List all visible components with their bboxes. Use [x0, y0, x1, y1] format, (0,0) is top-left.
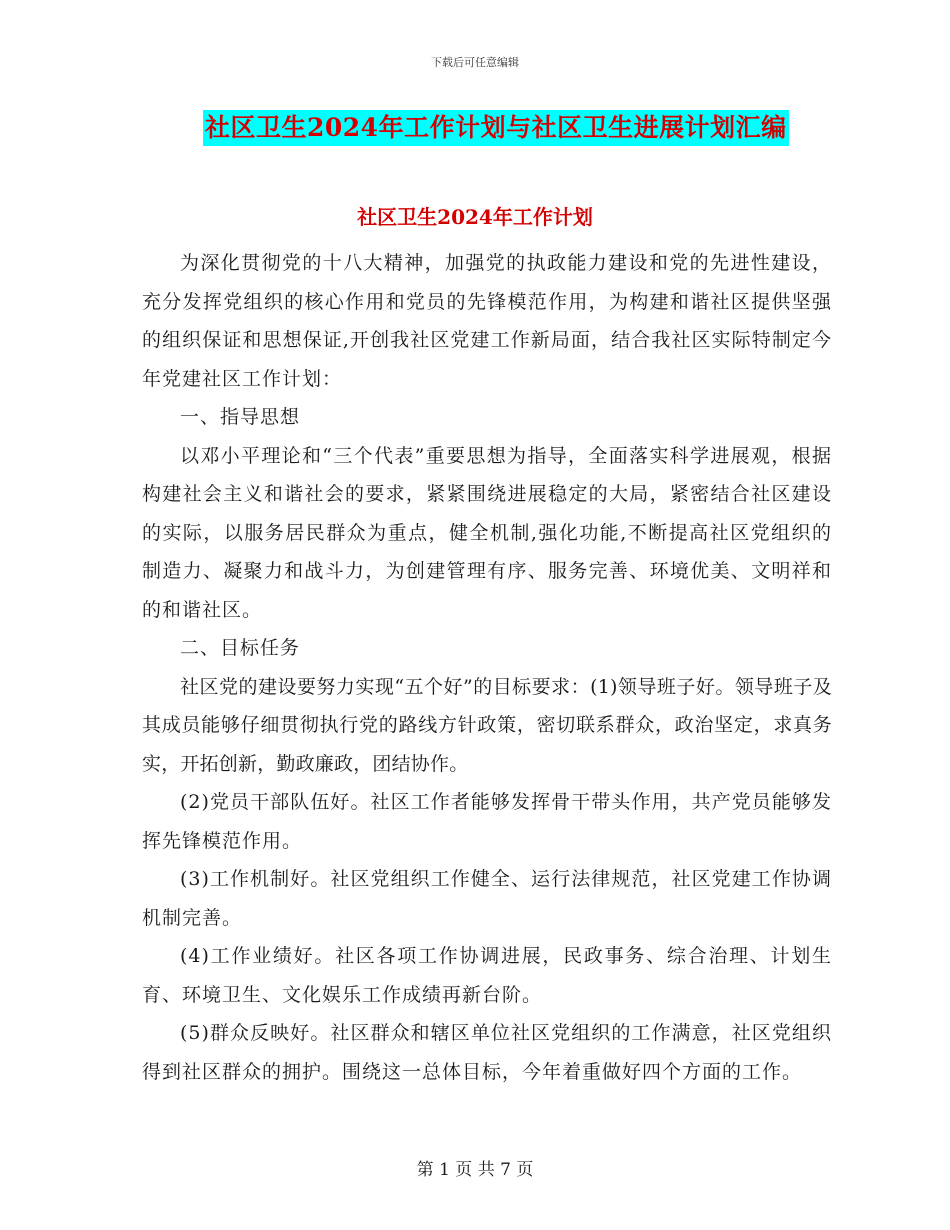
- heading-guiding-thought: 一、指导思想: [180, 406, 301, 428]
- paragraph-goal-1: 社区党的建设要努力实现“五个好”的目标要求：(1)领导班子好。领导班子及其成员能够仔细贯彻执行党的路线方针政策，密切联系群众，政治坚定，求真务实，开拓创新，勤政廉政，团结协作。: [142, 675, 832, 775]
- document-body: [142, 244, 832, 1091]
- paragraph-goal-2: (2)党员干部队伍好。社区工作者能够发挥骨干带头作用，共产党员能够发挥先锋模范作用。: [142, 791, 832, 852]
- paragraph-intro: 为深化贯彻党的十八大精神，加强党的执政能力建设和党的先进性建设，充分发挥党组织的核心作用和党员的先锋模范作用，为构建和谐社区提供坚强的组织保证和思想保证,开创我社区党建工作新局面，结合我社区实际特制定今年党建社区工作计划：: [142, 252, 832, 390]
- page-header-note: 下载后可任意编辑: [431, 56, 519, 69]
- paragraph-goal-5: (5)群众反映好。社区群众和辖区单位社区党组织的工作满意，社区党组织得到社区群众的拥护。围绕这一总体目标，今年着重做好四个方面的工作。: [142, 1022, 832, 1083]
- paragraph-guiding-thought: 以邓小平理论和“三个代表”重要思想为指导，全面落实科学进展观，根据构建社会主义和谐社会的要求，紧紧围绕进展稳定的大局，紧密结合社区建设的实际，以服务居民群众为重点，健全机制,强化功能,不断提高社区党组织的制造力、凝聚力和战斗力，为创建管理有序、服务完善、环境优美、文明祥和的和谐社区。: [142, 444, 832, 621]
- section-title: 社区卫生2024年工作计划: [357, 205, 593, 229]
- paragraph-goal-3: (3)工作机制好。社区党组织工作健全、运行法律规范，社区党建工作协调机制完善。: [142, 868, 832, 929]
- heading-goals: 二、目标任务: [180, 637, 301, 659]
- paragraph-goal-4: (4)工作业绩好。社区各项工作协调进展，民政事务、综合治理、计划生育、环境卫生、文化娱乐工作成绩再新台阶。: [142, 945, 832, 1006]
- page-number-footer: 第 1 页 共 7 页: [416, 1160, 534, 1180]
- document-main-title: 社区卫生2024年工作计划与社区卫生进展计划汇编: [203, 110, 789, 146]
